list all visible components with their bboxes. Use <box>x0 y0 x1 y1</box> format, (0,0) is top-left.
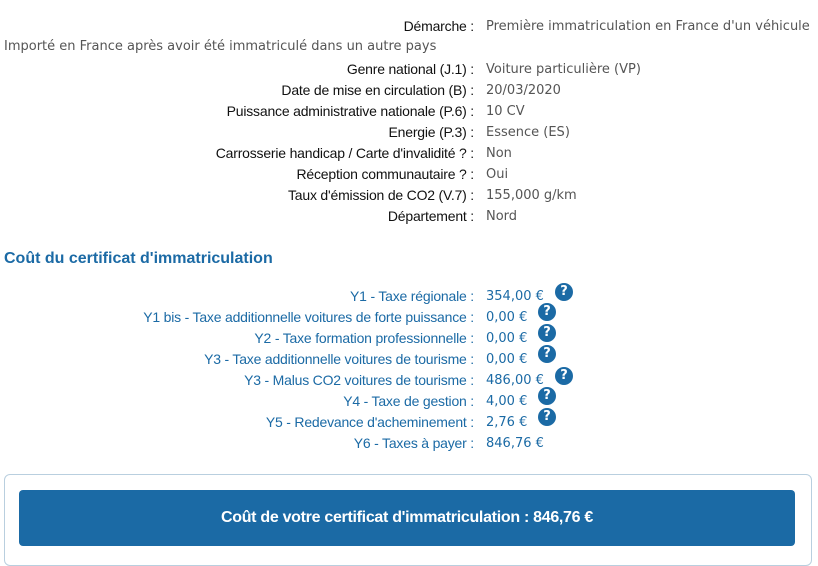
tax-y1bis-value: 0,00 € <box>486 310 528 325</box>
tax-y5-value: 2,76 € <box>486 415 528 430</box>
date-value: 20/03/2020 <box>486 83 561 98</box>
co2-label: Taux d'émission de CO2 (V.7) : <box>287 187 474 203</box>
help-icon-y4[interactable]: ? <box>538 387 556 405</box>
tax-y1-label: Y1 - Taxe régionale : <box>350 288 474 304</box>
reception-value: Oui <box>486 167 509 182</box>
tax-y4-label: Y4 - Taxe de gestion : <box>343 393 474 409</box>
puissance-value: 10 CV <box>486 104 525 119</box>
demarche-label: Démarche : <box>403 18 474 34</box>
cost-section-title: Coût du certificat d'immatriculation <box>4 250 273 267</box>
help-icon-y3[interactable]: ? <box>538 345 556 363</box>
tax-y3-malus-value: 486,00 € <box>486 373 544 388</box>
help-icon-y5[interactable]: ? <box>538 408 556 426</box>
co2-value: 155,000 g/km <box>486 188 577 203</box>
demarche-value: Première immatriculation en France d'un véhicule <box>486 19 810 34</box>
help-icon-y2[interactable]: ? <box>538 324 556 342</box>
help-icon-y1bis[interactable]: ? <box>538 303 556 321</box>
genre-value: Voiture particulière (VP) <box>486 62 641 77</box>
tax-y6-label: Y6 - Taxes à payer : <box>353 435 474 451</box>
handicap-value: Non <box>486 146 512 161</box>
tax-y5-label: Y5 - Redevance d'acheminement : <box>265 414 474 430</box>
genre-label: Genre national (J.1) : <box>346 61 474 77</box>
help-icon-y1[interactable]: ? <box>555 283 573 301</box>
tax-y6-value: 846,76 € <box>486 436 544 451</box>
departement-label: Département : <box>387 208 474 224</box>
tax-y3-malus-label: Y3 - Malus CO2 voitures de tourisme : <box>244 372 474 388</box>
puissance-label: Puissance administrative nationale (P.6) : <box>226 103 474 119</box>
tax-y4-value: 4,00 € <box>486 394 528 409</box>
total-cost-button[interactable] <box>19 490 795 546</box>
demarche-value-continued: Importé en France après avoir été immatriculé dans un autre pays <box>4 39 437 54</box>
total-cost-label: Coût de votre certificat d'immatriculation : 846,76 € <box>220 509 593 526</box>
energie-value: Essence (ES) <box>486 125 570 140</box>
tax-y2-label: Y2 - Taxe formation professionnelle : <box>254 330 474 346</box>
handicap-label: Carrosserie handicap / Carte d'invalidité ? : <box>215 145 474 161</box>
tax-y3-value: 0,00 € <box>486 352 528 367</box>
reception-label: Réception communautaire ? : <box>296 166 474 182</box>
departement-value: Nord <box>486 209 518 224</box>
date-label: Date de mise en circulation (B) : <box>281 82 474 98</box>
tax-y3-label: Y3 - Taxe additionnelle voitures de tourisme : <box>204 351 474 367</box>
energie-label: Energie (P.3) : <box>388 124 474 140</box>
tax-y1-value: 354,00 € <box>486 289 544 304</box>
tax-y2-value: 0,00 € <box>486 331 528 346</box>
tax-y1bis-label: Y1 bis - Taxe additionnelle voitures de forte puissance : <box>143 309 474 325</box>
help-icon-y3-malus[interactable]: ? <box>555 367 573 385</box>
